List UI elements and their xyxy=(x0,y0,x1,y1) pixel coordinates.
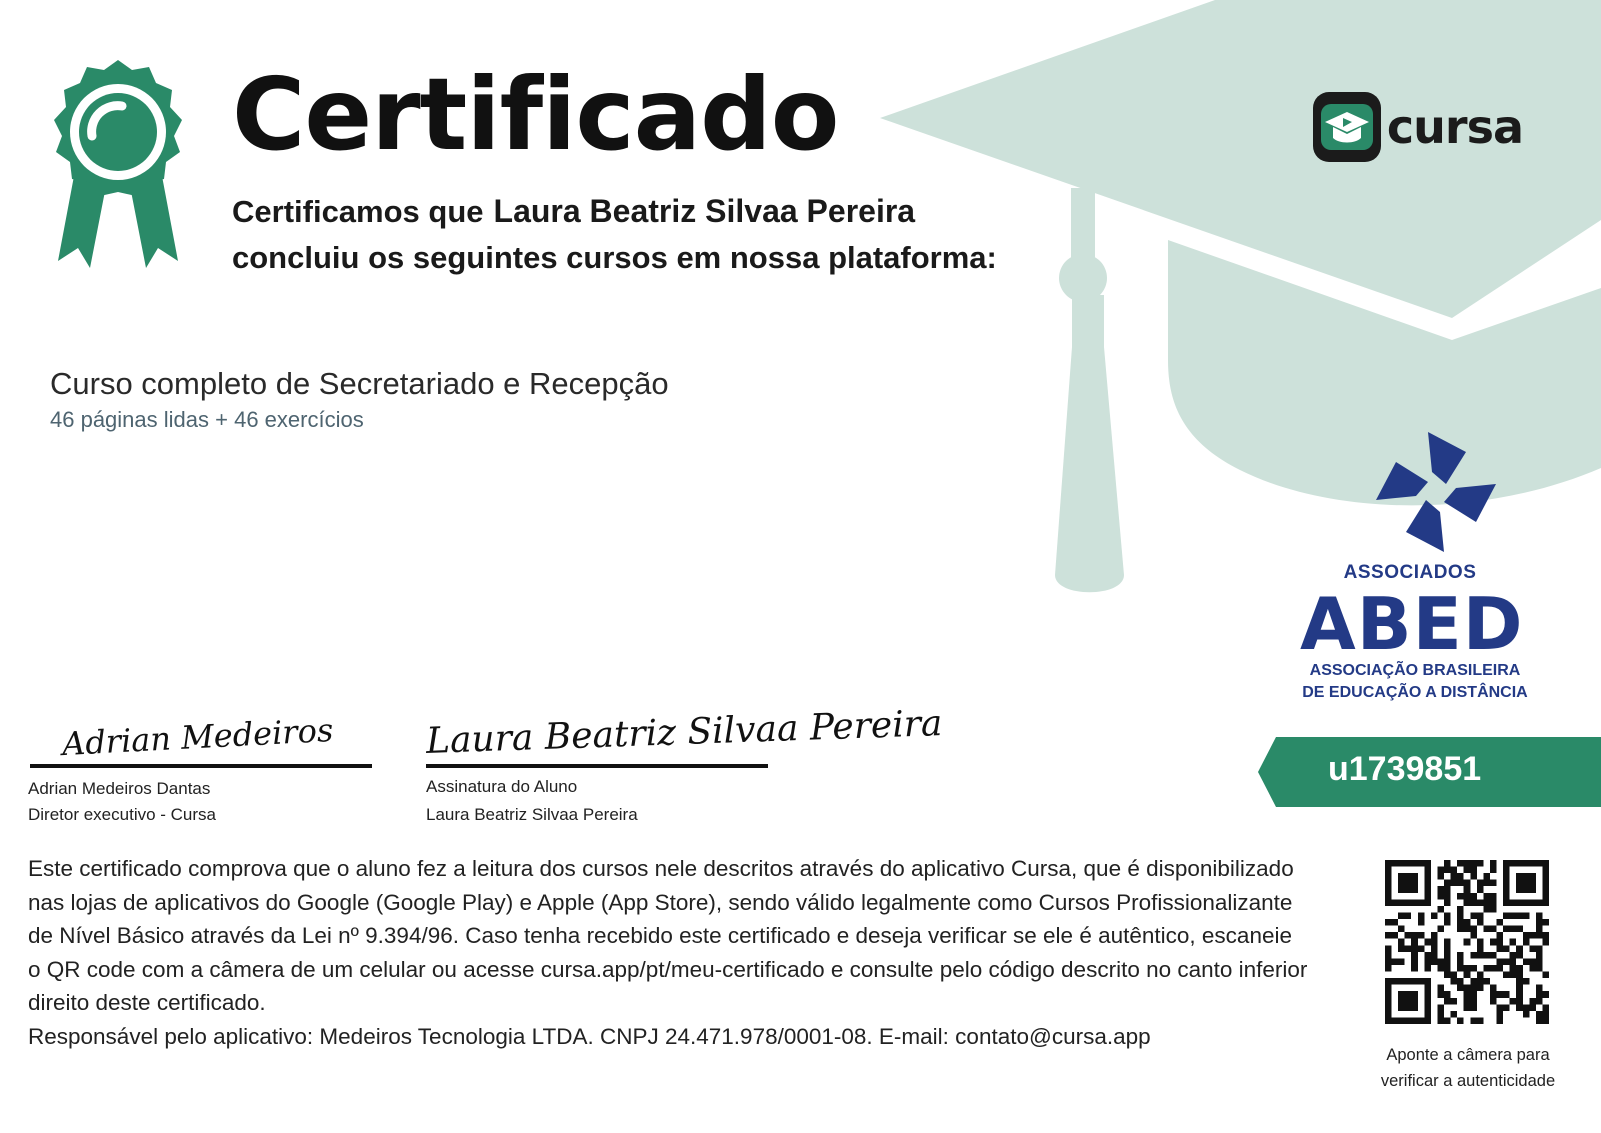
legal-text xyxy=(28,852,1308,1053)
abed-logo-icon xyxy=(1370,428,1502,556)
abed-associados: ASSOCIADOS xyxy=(1343,562,1477,583)
logo-text: cursa xyxy=(1386,100,1523,154)
graduation-cap-play-icon xyxy=(1313,92,1381,162)
certificate-title: Certificado xyxy=(232,56,839,173)
director-caption xyxy=(28,776,216,828)
abed-acronym: ABED xyxy=(1300,582,1524,666)
intro-prefix: Certificamos que xyxy=(232,194,484,229)
director-signature: Adrian Medeiros xyxy=(61,710,335,764)
director-signature-line xyxy=(30,764,372,768)
student-signature-line xyxy=(426,764,768,768)
qr-code[interactable] xyxy=(1385,860,1549,1024)
student-signature: Laura Beatriz Silvaa Pereira xyxy=(425,702,944,763)
director-role: Diretor executivo - Cursa xyxy=(28,805,217,824)
director-name: Adrian Medeiros Dantas xyxy=(28,779,211,798)
qr-caption-line1: Aponte a câmera para xyxy=(1386,1046,1550,1064)
verification-code: u1739851 xyxy=(1328,750,1482,788)
student-name: Laura Beatriz Silvaa Pereira xyxy=(493,193,916,229)
course-detail: 46 páginas lidas + 46 exercícios xyxy=(50,407,364,432)
intro-suffix: concluiu os seguintes cursos em nossa plataforma: xyxy=(232,240,997,275)
course-name: Curso completo de Secretariado e Recepção xyxy=(50,366,669,401)
legal-paragraph: Este certificado comprova que o aluno fez a leitura dos cursos nele descritos através do aplicativo Cursa, que é disponibilizado nas lojas de aplicativos do Google (Google Play) e Apple (App Store), sendo válido legalmente como Cursos Profissionalizante de Nível Básico através da Lei nº 9.394/96. Caso tenha recebido este certificado e deseja verificar se ele é autêntico, escaneie o QR code com a câmera de um celular ou acesse cursa.app/pt/meu-certificado e consulte pelo código descrito no canto inferior direito deste certificado. xyxy=(28,856,1308,1015)
intro-text xyxy=(232,188,997,281)
qr-caption-line2: verificar a autenticidade xyxy=(1380,1072,1556,1090)
student-signature-label: Assinatura do Aluno xyxy=(426,777,578,796)
student-signature-name: Laura Beatriz Silvaa Pereira xyxy=(426,805,638,824)
qr-caption xyxy=(1348,1042,1588,1094)
abed-line2: DE EDUCAÇÃO A DISTÂNCIA xyxy=(1302,684,1528,701)
student-caption xyxy=(426,774,638,828)
abed-full-name xyxy=(1290,660,1540,704)
abed-line1: ASSOCIAÇÃO BRASILEIRA xyxy=(1309,662,1521,679)
cursa-logo xyxy=(1313,88,1523,166)
award-badge-icon xyxy=(44,56,192,274)
legal-responsible: Responsável pelo aplicativo: Medeiros Tecnologia LTDA. CNPJ 24.471.978/0001-08. E-mail: contato@cursa.app xyxy=(28,1023,1151,1049)
